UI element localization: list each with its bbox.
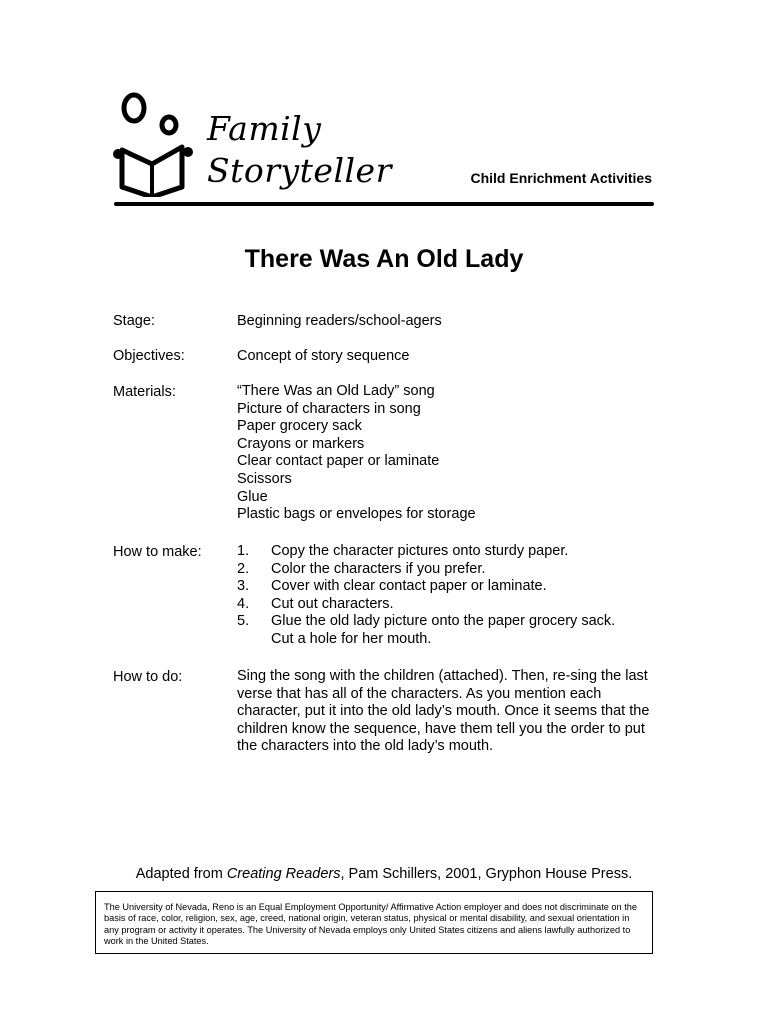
step-number: 1. <box>237 543 250 559</box>
list-item <box>237 543 651 561</box>
eeo-disclaimer: The University of Nevada, Reno is an Equal Employment Opportunity/ Affirmative Action employer and does not discriminate on the basis of race, color, religion, sex, age, creed, national origin, veteran status, physical or mental disability, and sexual orientation in any program or activity it operates. The University of Nevada employs only United States citizens and aliens lawfully authorized to work in the United States. <box>95 891 653 954</box>
adapted-prefix: Adapted from <box>135 866 227 882</box>
adapted-suffix: , Pam Schillers, 2001, Gryphon House Press. <box>340 866 633 882</box>
step-text: Cut out characters. <box>271 595 394 612</box>
step-text: Cover with clear contact paper or laminate. <box>271 578 547 595</box>
step-number: 3. <box>237 578 250 595</box>
how-to-do-text: Sing the song with the children (attached). Then, re-sing the last verse that has all of the characters. As you mention each character, put it into the old lady’s mouth. Once it seems that the children know the sequence, have them tell you the order to put the characters into the old lady’s mouth. <box>237 668 650 755</box>
list-item <box>237 561 651 579</box>
list-item: Scissors <box>237 470 292 487</box>
list-item: Crayons or markers <box>237 435 365 452</box>
step-text: Glue the old lady picture onto the paper grocery sack. Cut a hole for her mouth. <box>271 613 616 647</box>
list-item: Picture of characters in song <box>237 400 421 417</box>
list-item: Plastic bags or envelopes for storage <box>237 506 476 523</box>
how-to-make-label: How to make: <box>113 544 202 560</box>
logo-family-text: Family <box>207 109 322 148</box>
step-number: 2. <box>237 560 250 577</box>
materials-list <box>237 383 476 524</box>
list-item <box>237 596 651 614</box>
stage-value: Beginning readers/school-agers <box>237 313 442 329</box>
stage-label: Stage: <box>113 313 155 329</box>
adapted-credit <box>0 866 768 882</box>
objectives-value: Concept of story sequence <box>237 348 410 364</box>
adapted-book-title: Creating Readers <box>226 866 341 882</box>
list-item: Glue <box>237 488 268 505</box>
step-number: 5. <box>237 613 250 630</box>
step-text: Color the characters if you prefer. <box>271 560 486 577</box>
list-item: Clear contact paper or laminate <box>237 453 440 470</box>
step-text: Copy the character pictures onto sturdy paper. <box>271 543 569 559</box>
logo-storyteller-text: Storyteller <box>207 151 392 190</box>
list-item: Paper grocery sack <box>237 418 362 435</box>
how-to-make-steps <box>237 543 651 649</box>
list-item <box>237 613 651 648</box>
list-item <box>237 578 651 596</box>
header-divider <box>114 202 654 206</box>
how-to-do-label: How to do: <box>113 669 183 685</box>
list-item: “There Was an Old Lady” song <box>237 383 435 399</box>
storyteller-logo-icon <box>112 92 197 197</box>
header-subtitle: Child Enrichment Activities <box>470 170 652 186</box>
step-number: 4. <box>237 595 250 612</box>
page-title: There Was An Old Lady <box>244 245 524 273</box>
objectives-label: Objectives: <box>113 348 185 364</box>
materials-label: Materials: <box>113 384 176 400</box>
